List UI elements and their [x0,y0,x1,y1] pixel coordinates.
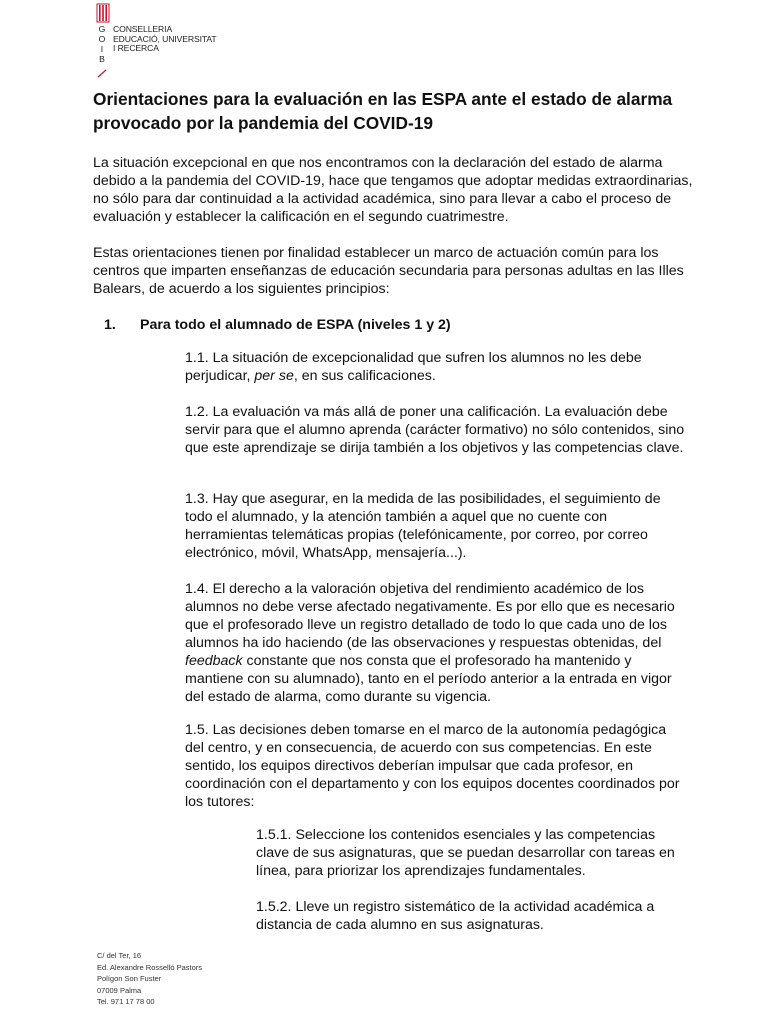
logo-slash-icon [97,68,107,78]
council-name [113,25,217,54]
item-1-4 [185,580,685,706]
document-title: Orientaciones para la evaluación en las ESPA ante el estado de alarma provocado por la pandemia del COVID-19 [93,89,673,133]
item-text: , en sus calificaciones. [293,368,436,384]
item-text: 1.1. La situación de excepcionalidad que sufren los alumnos no les debe perjudicar, [185,350,642,384]
section-heading [104,316,451,334]
goib-letters [96,24,108,64]
goib-logo [96,3,236,65]
item-1-5-1: 1.5.1. Seleccione los contenidos esenciales y las competencias clave de sus asignaturas, que se puedan desarrollar con tareas en línea, para priorizar los aprendizajes fundamentales. [256,827,675,879]
item-1-3: 1.3. Hay que asegurar, en la medida de las posibilidades, el seguimiento de todo el alumnado, y la atención también a aquel que no cuente con herramientas telemáticas propias (telefónicamente, por correo, por correo electrónico, móvil, WhatsApp, mensajería...). [185,491,661,561]
footer-line: Polígon Son Fuster [97,974,162,983]
section-number: 1. [104,317,116,333]
item-1-5-2: 1.5.2. Lleve un registro sistemático de la actividad académica a distancia de cada alumno en sus asignaturas. [256,899,655,933]
item-1-5: 1.5. Las decisiones deben tomarse en el marco de la autonomía pedagógica del centro, y en consecuencia, de acuerdo con sus competencias. En este sentido, los equipos directivos deberían impulsar que cada profesor, en coordinación con el departamento y con los equipos docentes coordinados por los tutores: [185,722,680,810]
item-text: constante que nos consta que el profesorado ha mantenido y mantiene con su alumnado), tanto en el período anterior a la entrada en vigor del estado de alarma, como durante su vigencia. [185,653,672,705]
logo-letter-o: O [98,34,106,44]
council-line: EDUCACIÓ, UNIVERSITAT [113,33,217,44]
logo-letter-g: G [98,24,106,34]
item-emphasis: feedback [185,653,243,669]
footer-line: Ed. Alexandre Rosselló Pastors [97,962,203,972]
footer-line: C/ del Ter, 16 [97,951,142,960]
footer-address [97,950,202,1008]
logo-letter-i: I [100,44,104,54]
item-text: 1.4. El derecho a la valoración objetiva del rendimiento académico de los alumnos no debe verse afectado negativamente. Es por ello que es necesario que el profesorado lleve un registro detallado de todo lo que cada uno de los alumnos ha ido haciendo (de las observaciones y respuestas obtenidas, del [185,581,675,651]
section-title: Para todo el alumnado de ESPA (niveles 1 y 2) [140,317,451,333]
item-emphasis: per se [254,368,294,384]
intro-paragraph-1: La situación excepcional en que nos encontramos con la declaración del estado de alarma debido a la pandemia del COVID-19, hace que tengamos que adoptar medidas extraordinarias, no sólo para dar continuidad a la actividad académica, sino para llevar a cabo el proceso de evaluación y establecer la calificación en el segundo cuatrimestre. [93,155,693,225]
intro-paragraph-2: Estas orientaciones tienen por finalidad establecer un marco de actuación común para los centros que imparten enseñanzas de educación secundaria para personas adultas en las Illes Balears, de acuerdo a los siguientes principios: [93,245,684,297]
item-1-1 [185,349,685,385]
council-line: CONSELLERIA [113,24,173,34]
footer-line: Tel. 971 17 78 00 [97,997,155,1006]
footer-line: 07009 Palma [97,985,142,995]
coat-of-arms-icon [96,3,110,23]
council-line: I RECERCA [113,43,159,53]
logo-letter-b: B [99,54,105,64]
item-1-2: 1.2. La evaluación va más allá de poner una calificación. La evaluación debe servir para que el alumno aprenda (carácter formativo) no sólo contenidos, sino que este aprendizaje se dirija también a los objetivos y las competencias clave. [185,404,685,456]
